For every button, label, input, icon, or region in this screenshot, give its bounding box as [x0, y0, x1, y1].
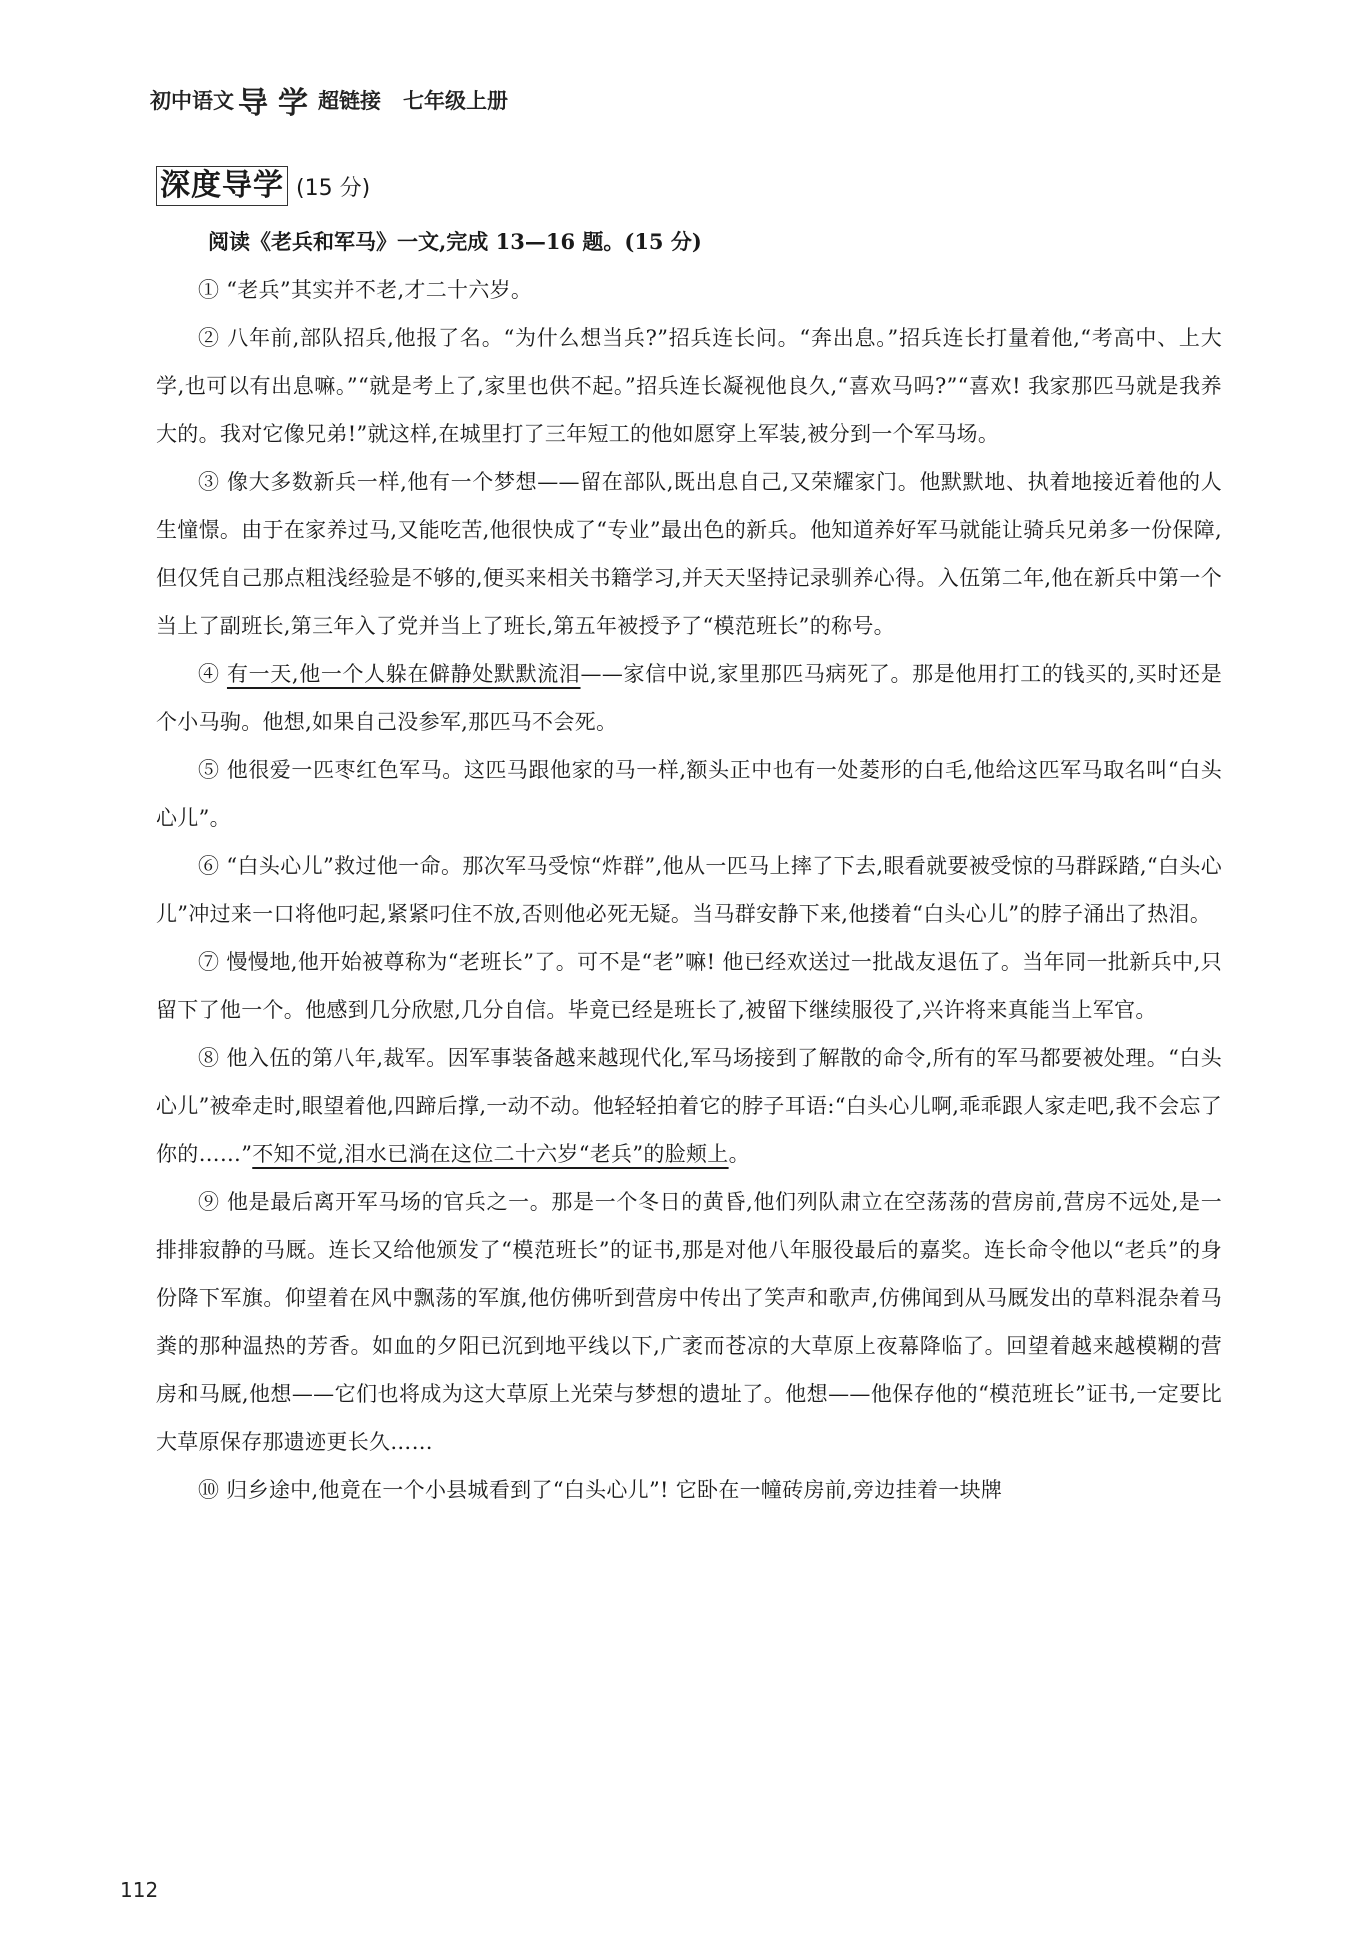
article-body	[156, 266, 1222, 1514]
section-score: (15 分)	[296, 175, 371, 201]
section-title: 深度导学	[156, 166, 288, 206]
book-header	[150, 78, 508, 122]
paragraph-1: ① “老兵”其实并不老,才二十六岁。	[198, 278, 533, 302]
header-dao-char: 导	[238, 86, 268, 121]
header-grade: 七年级上册	[403, 89, 508, 113]
section-heading	[156, 166, 370, 206]
paragraph-2: ② 八年前,部队招兵,他报了名。“为什么想当兵?”招兵连长问。“奔出息。”招兵连长打量着他,“考高中、上大学,也可以有出息嘛。”“就是考上了,家里也供不起。”招兵连长凝视他良久,“喜欢马吗?”“喜欢! 我家那匹马就是我养大的。我对它像兄弟!”就这样,在城里打了三年短工的他如愿穿上军装,被分到一个军马场。	[156, 326, 1222, 446]
header-xue-char: 学	[278, 86, 308, 121]
underlined-sentence-2: 不知不觉,泪水已淌在这位二十六岁“老兵”的脸颊上	[252, 1142, 729, 1166]
paragraph-4	[156, 650, 1222, 746]
paragraph-8	[156, 1034, 1222, 1178]
paragraph-4-rest: ——家信中说,家里那匹马病死了。那是他用打工的钱买的,买时还是个小马驹。他想,如果自己没参军,那匹马不会死。	[156, 662, 1223, 734]
underlined-sentence-1: 有一天,他一个人躲在僻静处默默流泪	[226, 662, 581, 686]
paragraph-7: ⑦ 慢慢地,他开始被尊称为“老班长”了。可不是“老”嘛! 他已经欢送过一批战友退伍了。当年同一批新兵中,只留下了他一个。他感到几分欣慰,几分自信。毕竟已经是班长了,被留下继续服役了,兴许将来真能当上军官。	[156, 950, 1222, 1022]
header-book-name: 初中语文	[150, 89, 234, 113]
paragraph-5: ⑤ 他很爱一匹枣红色军马。这匹马跟他家的马一样,额头正中也有一处菱形的白毛,他给这匹军马取名叫“白头心儿”。	[156, 758, 1222, 830]
header-link-text: 超链接	[318, 89, 381, 113]
paragraph-8-main: ⑧ 他入伍的第八年,裁军。因军事装备越来越现代化,军马场接到了解散的命令,所有的军马都要被处理。“白头心儿”被牵走时,眼望着他,四蹄后撑,一动不动。他轻轻拍着它的脖子耳语:“白头心儿啊,乖乖跟人家走吧,我不会忘了你的……”	[156, 1046, 1222, 1166]
paragraph-10: ⑩ 归乡途中,他竟在一个小县城看到了“白头心儿”! 它卧在一幢砖房前,旁边挂着一块牌	[198, 1478, 1003, 1502]
paragraph-8-end: 。	[728, 1142, 750, 1166]
paragraph-9: ⑨ 他是最后离开军马场的官兵之一。那是一个冬日的黄昏,他们列队肃立在空荡荡的营房前,营房不远处,是一排排寂静的马厩。连长又给他颁发了“模范班长”的证书,那是对他八年服役最后的嘉奖。连长命令他以“老兵”的身份降下军旗。仰望着在风中飘荡的军旗,他仿佛听到营房中传出了笑声和歌声,仿佛闻到从马厩发出的草料混杂着马粪的那种温热的芳香。如血的夕阳已沉到地平线以下,广袤而苍凉的大草原上夜幕降临了。回望着越来越模糊的营房和马厩,他想——它们也将成为这大草原上光荣与梦想的遗址了。他想——他保存他的“模范班长”证书,一定要比大草原保存那遗迹更长久……	[156, 1190, 1222, 1454]
reading-instruction: 阅读《老兵和军马》一文,完成 13—16 题。(15 分)	[208, 229, 702, 254]
paragraph-3: ③ 像大多数新兵一样,他有一个梦想——留在部队,既出息自己,又荣耀家门。他默默地、执着地接近着他的人生憧憬。由于在家养过马,又能吃苦,他很快成了“专业”最出色的新兵。他知道养好军马就能让骑兵兄弟多一份保障,但仅凭自己那点粗浅经验是不够的,便买来相关书籍学习,并天天坚持记录驯养心得。入伍第二年,他在新兵中第一个当上了副班长,第三年入了党并当上了班长,第五年被授予了“模范班长”的称号。	[156, 470, 1222, 638]
paragraph-4-number: ④	[198, 662, 227, 686]
paragraph-6: ⑥ “白头心儿”救过他一命。那次军马受惊“炸群”,他从一匹马上摔了下去,眼看就要被受惊的马群踩踏,“白头心儿”冲过来一口将他叼起,紧紧叼住不放,否则他必死无疑。当马群安静下来,他搂着“白头心儿”的脖子涌出了热泪。	[156, 854, 1222, 926]
page-number: 112	[120, 1878, 159, 1902]
